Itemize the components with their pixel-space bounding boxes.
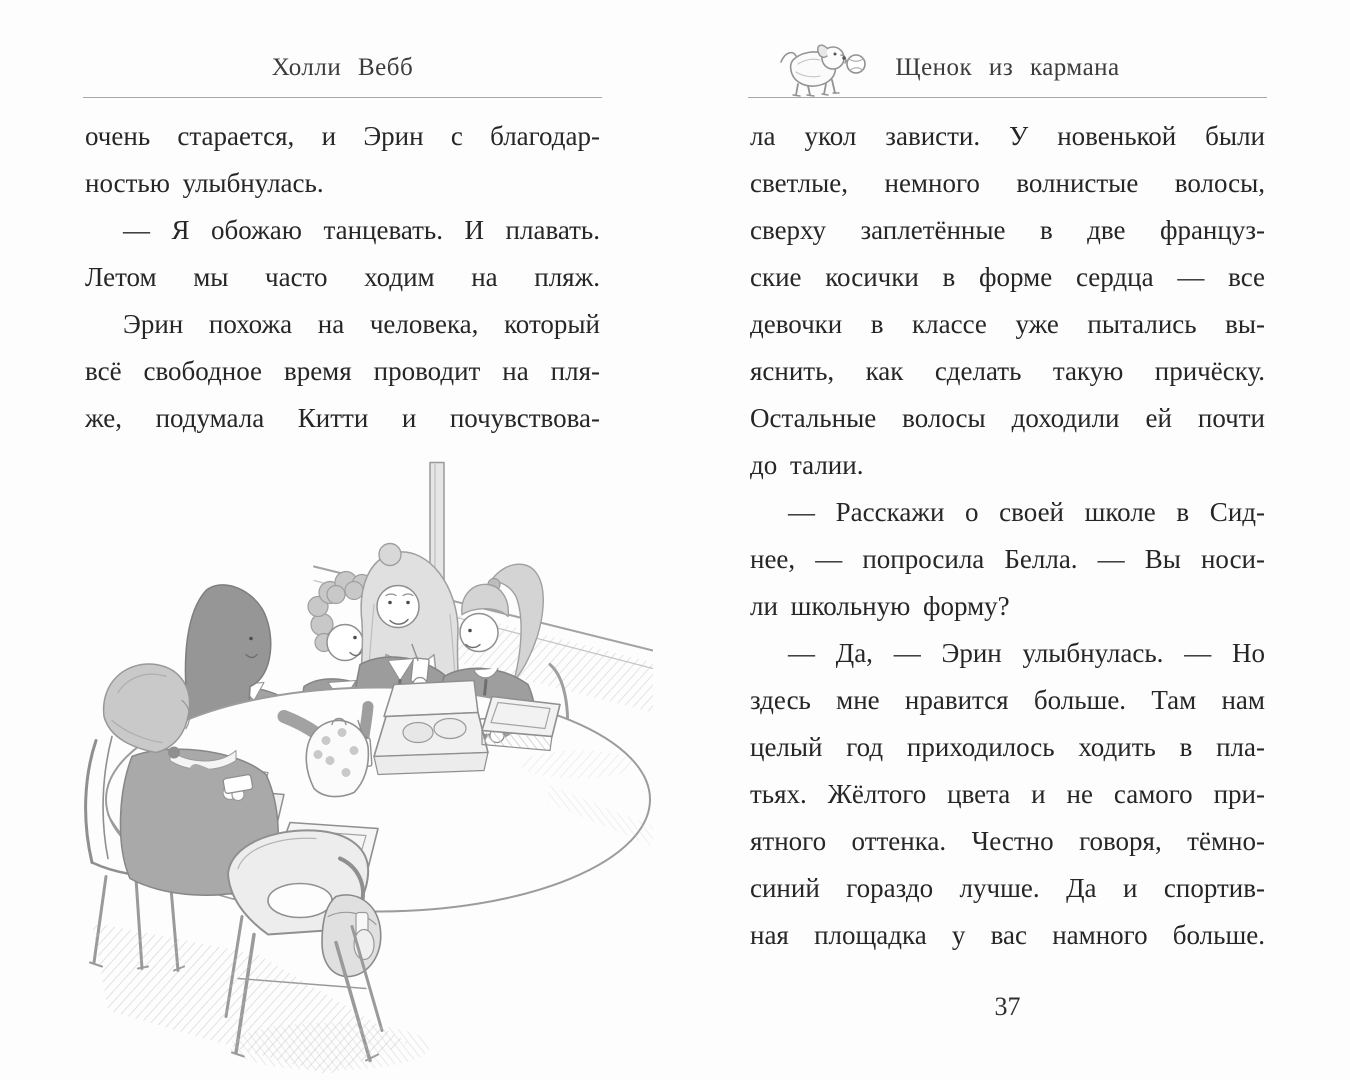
dog-icon [774, 40, 870, 99]
text-line: ная площадка у вас намного больше. [750, 920, 1265, 950]
text-line: синий гораздо лучше. Да и спортив- [750, 873, 1265, 903]
text-line: же, подумала Китти и почувствова- [85, 403, 600, 433]
text-line: светлые, немного волнистые волосы, [750, 168, 1265, 198]
text-line: сверху заплетённые в две француз- [750, 215, 1265, 245]
text-line: — Я обожаю танцевать. И плавать. [123, 215, 600, 245]
left-header-rule [83, 97, 602, 98]
text-line: до талии. [750, 450, 864, 480]
text-line: — Да, — Эрин улыбнулась. — Но [788, 638, 1265, 668]
text-line: целый год приходилось ходить в пла- [750, 732, 1265, 762]
text-line: нее, — попросила Белла. — Вы носи- [750, 544, 1265, 574]
text-line: — Расскажи о своей школе в Сид- [788, 497, 1265, 527]
text-line: Остальные волосы доходили ей почти [750, 403, 1265, 433]
right-page [750, 0, 1265, 1080]
page-number: 37 [994, 992, 1021, 1021]
text-line: ятного оттенка. Честно говоря, тёмно- [750, 826, 1265, 856]
text-line: всё свободное время проводит на пля- [85, 356, 600, 386]
running-head-title: Щенок из кармана [895, 54, 1120, 81]
text-line: очень старается, и Эрин с благодар- [85, 121, 600, 151]
text-line: ностью улыбнулась. [85, 168, 324, 198]
text-line: Летом мы часто ходим на пляж. [85, 262, 600, 292]
text-line: здесь мне нравится больше. Там нам [750, 685, 1265, 715]
left-page [85, 0, 600, 1080]
lunch-table-illustration [78, 452, 653, 1077]
text-line: ла укол зависти. У новенькой были [750, 121, 1265, 151]
text-line: тьях. Жёлтого цвета и не самого при- [750, 779, 1265, 809]
right-body-text [750, 113, 1265, 959]
text-line: яснить, как сделать такую причёску. [750, 356, 1265, 386]
text-line: Эрин похожа на человека, который [123, 309, 600, 339]
left-body-text [85, 113, 600, 442]
text-line: девочки в классе уже пытались вы- [750, 309, 1265, 339]
text-line: ли школьную форму? [750, 591, 1010, 621]
text-line: ские косички в форме сердца — все [750, 262, 1265, 292]
running-head-author: Холли Вебб [271, 54, 414, 81]
